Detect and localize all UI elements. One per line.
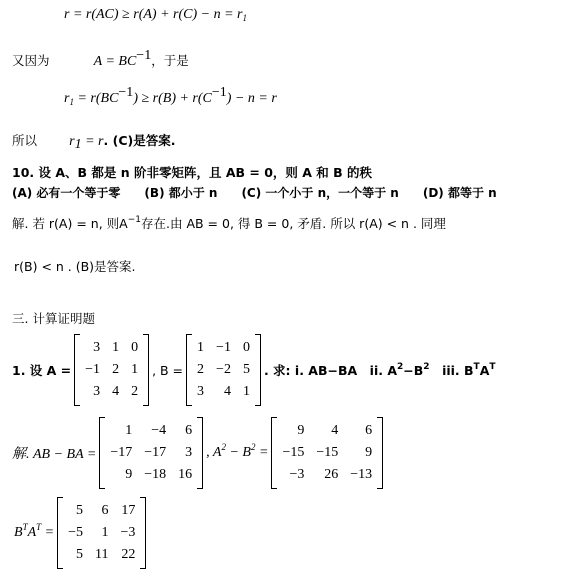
equation-line-1 xyxy=(64,6,247,24)
matrix-cell: 26 xyxy=(324,467,339,482)
solution-10-line-1 xyxy=(12,215,446,233)
matrix-cell: 1 xyxy=(131,362,139,377)
matrix-cell: 2 xyxy=(131,384,139,399)
matrix-cell: −17 xyxy=(144,445,167,460)
matrix-cell: −5 xyxy=(68,525,84,540)
sol-part: 存在.由 AB = 0, 得 B = 0, 矛盾. 所以 r(A) < n . 同理 xyxy=(141,216,446,231)
matrix-row xyxy=(276,420,378,442)
matrix-cell: 11 xyxy=(95,547,109,562)
matrix-cell: 0 xyxy=(131,340,139,355)
answer-label: 解. AB − BA = xyxy=(12,447,97,462)
matrix-cell: 1 xyxy=(197,340,205,355)
matrix-row xyxy=(276,442,378,464)
matrix-cell: −3 xyxy=(120,525,136,540)
exponent: −1 xyxy=(211,85,227,100)
question-10: 10. 设 A、B 都是 n 阶非零矩阵，且 AB = 0，则 A 和 B 的秩 xyxy=(12,165,373,180)
matrix-cell: 4 xyxy=(331,423,339,438)
matrix-row xyxy=(104,442,198,464)
matrix-cell: 6 xyxy=(185,423,193,438)
matrix-cell: 9 xyxy=(297,423,305,438)
matrix-cell: 9 xyxy=(125,467,133,482)
bt-at-label: $B^TA^T$ = xyxy=(14,522,55,540)
text-line-4 xyxy=(12,132,175,151)
matrix-cell: 6 xyxy=(365,423,373,438)
matrix-cell: 3 xyxy=(185,445,193,460)
eq-part: ) − n = r xyxy=(226,91,277,106)
matrix-cell: −15 xyxy=(316,445,339,460)
matrix-cell: 17 xyxy=(121,503,136,518)
matrix-bt-at xyxy=(57,497,146,569)
matrix-cell: 9 xyxy=(365,445,373,460)
subscript: 1 xyxy=(69,97,74,107)
matrix-b xyxy=(186,334,261,406)
matrix-cell: 1 xyxy=(112,340,120,355)
matrix-cell: −15 xyxy=(282,445,305,460)
eq-part: = r xyxy=(81,134,104,149)
eq-part: = r(BC xyxy=(73,91,119,106)
matrix-cell: −13 xyxy=(350,467,373,482)
matrix-row xyxy=(79,359,144,381)
matrix-cell: 5 xyxy=(76,503,84,518)
matrix-ab-minus-ba xyxy=(99,417,203,489)
matrix-cell: 0 xyxy=(242,340,250,355)
matrix-row xyxy=(276,464,378,486)
matrix-cell: 3 xyxy=(93,340,101,355)
matrix-cell: 4 xyxy=(223,384,231,399)
problem-1 xyxy=(12,334,496,406)
matrix-row xyxy=(62,522,141,544)
matrix-row xyxy=(62,544,141,566)
matrix-cell: 5 xyxy=(76,547,84,562)
label-suoyi: 所以 xyxy=(12,133,38,148)
solution-10-line-2: r(B) < n . (B)是答案. xyxy=(14,259,136,274)
text-yushi: ，于是 xyxy=(151,53,189,68)
matrix-row xyxy=(104,420,198,442)
question-10-options: (A) 必有一个等于零 (B) 都小于 n (C) 一个小于 n，一个等于 n (D) 都等于 n xyxy=(12,186,497,200)
subscript: 1 xyxy=(74,137,82,152)
matrix-cell: 22 xyxy=(121,547,136,562)
matrix-a2-minus-b2 xyxy=(271,417,383,489)
sol-part: 解. 若 r(A) = n, 则A xyxy=(12,216,128,231)
matrix-row xyxy=(79,381,144,403)
matrix-cell: 3 xyxy=(197,384,205,399)
matrix-cell: 1 xyxy=(101,525,109,540)
answer-c: . (C)是答案. xyxy=(103,133,176,148)
exponent: −1 xyxy=(136,48,152,63)
text-line-2 xyxy=(12,48,189,71)
comma-b: , B = xyxy=(152,362,184,378)
problem-1-label: 1. 设 A = xyxy=(12,363,72,378)
matrix-cell: 6 xyxy=(101,503,109,518)
equation-line-3 xyxy=(64,85,277,108)
matrix-cell: −18 xyxy=(144,467,167,482)
matrix-cell: −3 xyxy=(289,467,305,482)
equation-text: r = r(AC) ≥ r(A) + r(C) − n = r xyxy=(64,7,243,22)
matrix-row xyxy=(62,500,141,522)
eq-part: r xyxy=(69,134,75,149)
eq-part: r xyxy=(64,91,70,106)
matrix-a xyxy=(74,334,149,406)
matrix-cell: −17 xyxy=(110,445,133,460)
matrix-row xyxy=(79,337,144,359)
eq-part: ) ≥ r(B) + r(C xyxy=(133,91,212,106)
exponent: −1 xyxy=(127,215,141,225)
matrix-row xyxy=(191,337,256,359)
matrix-row xyxy=(191,381,256,403)
subscript: 1 xyxy=(242,13,247,23)
a2-minus-b2-label: , $A^2 - B^2$ = xyxy=(206,442,269,460)
matrix-cell: 3 xyxy=(93,384,101,399)
matrix-cell: −2 xyxy=(216,362,231,377)
matrix-cell: 16 xyxy=(178,467,193,482)
matrix-row xyxy=(104,464,198,486)
equation-text: A = BC xyxy=(93,54,137,69)
section-3-title: 三. 计算证明题 xyxy=(12,311,95,326)
matrix-cell: −1 xyxy=(216,340,231,355)
problem-1-ask: . 求: i. AB−BA ii. $A^2-B^2$ iii. $B^TA^T$ xyxy=(263,362,496,378)
matrix-cell: 5 xyxy=(242,362,250,377)
matrix-cell: 1 xyxy=(242,384,250,399)
label-youyinwei: 又因为 xyxy=(12,53,50,68)
matrix-cell: 4 xyxy=(112,384,120,399)
matrix-cell: −1 xyxy=(85,362,101,377)
exponent: −1 xyxy=(118,85,134,100)
answer-2-row xyxy=(14,497,149,569)
matrix-cell: −4 xyxy=(151,423,167,438)
matrix-cell: 2 xyxy=(112,362,120,377)
matrix-cell: 1 xyxy=(125,423,133,438)
matrix-cell: 2 xyxy=(197,362,205,377)
matrix-row xyxy=(191,359,256,381)
answer-1-row xyxy=(12,417,386,489)
